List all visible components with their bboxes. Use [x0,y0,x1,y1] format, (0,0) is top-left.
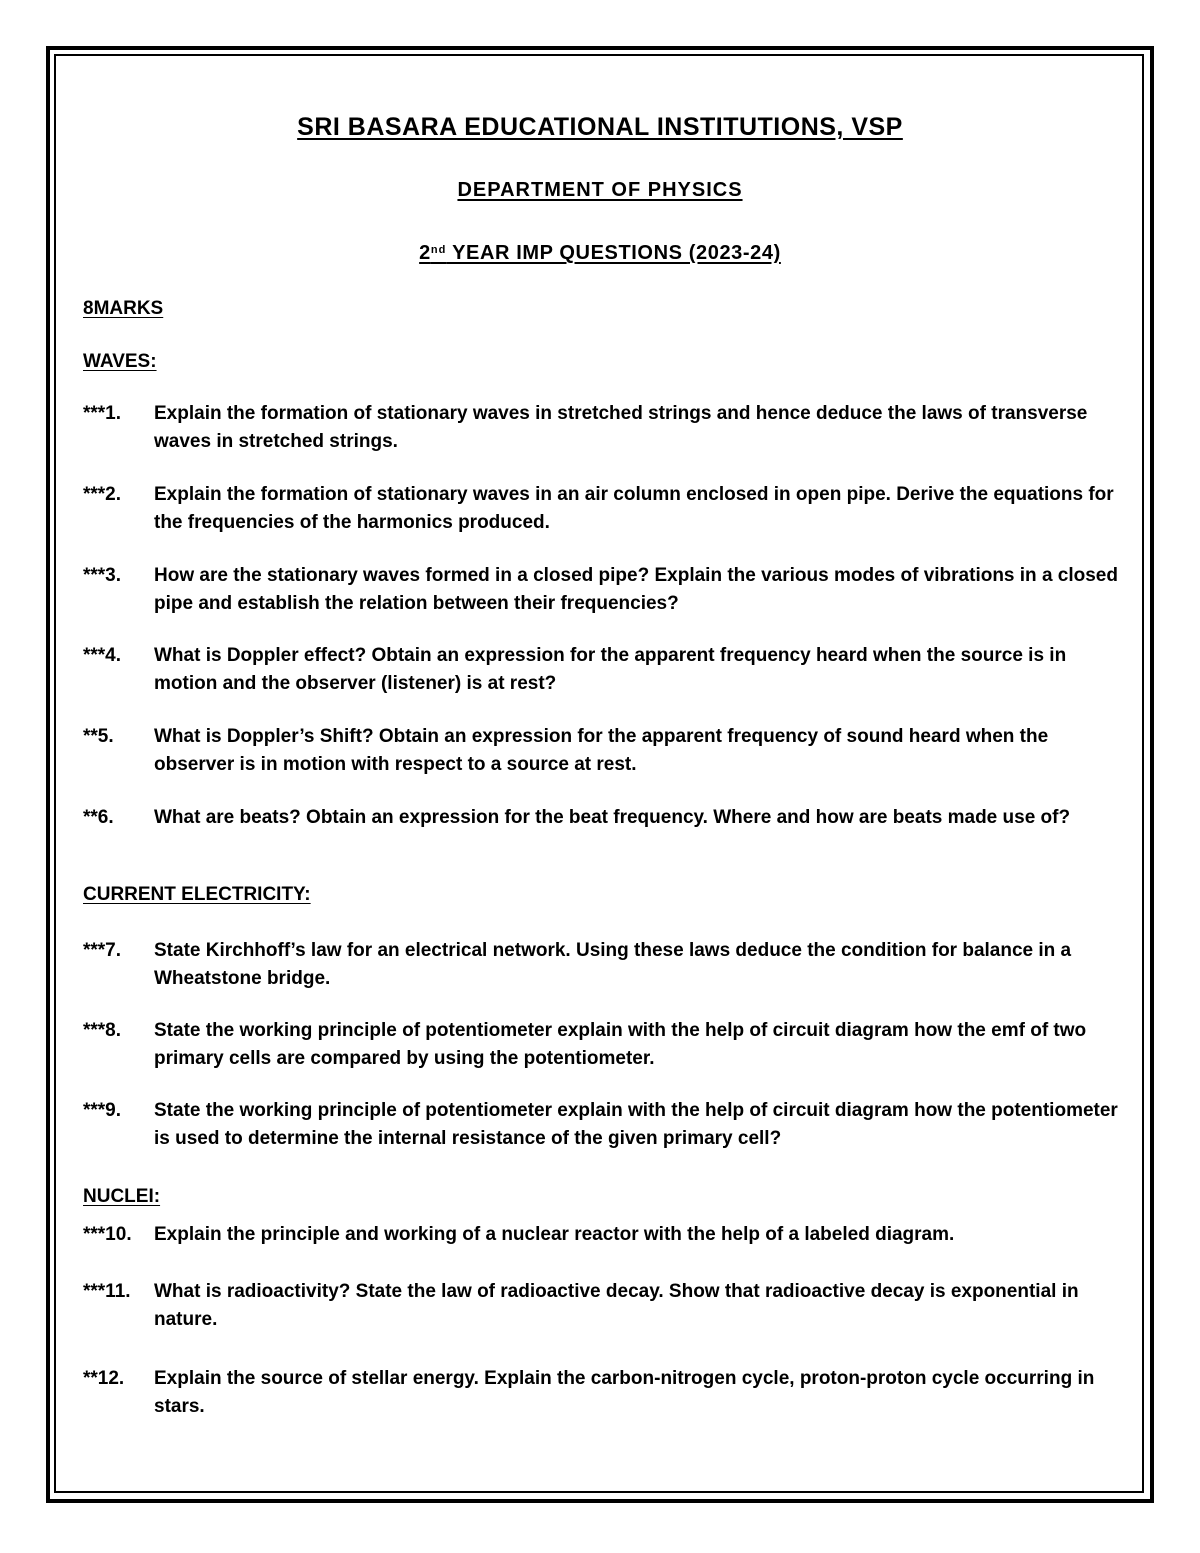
question-text: What are beats? Obtain an expression for the beat frequency. Where and how are beats made use of? [154,807,1071,828]
question-item [83,1017,1123,1073]
question-number: **12. [83,1368,125,1389]
question-item [83,804,1123,832]
question-item [83,1278,1123,1334]
section-title-waves: WAVES: [83,351,157,372]
question-number: **5. [83,726,114,747]
section-title-current-electricity: CURRENT ELECTRICITY: [83,884,311,905]
question-number: ***7. [83,940,122,961]
exam-title [0,242,1200,265]
question-item [83,937,1123,993]
question-text: Explain the formation of stationary waves in an air column enclosed in open pipe. Derive the equations for the frequencies of the harmonics produced. [154,484,1114,533]
question-item [83,1365,1123,1421]
department-title: DEPARTMENT OF PHYSICS [457,179,743,201]
question-number: ***4. [83,645,122,666]
year-ordinal: 2 [419,242,431,264]
question-number: ***8. [83,1020,122,1041]
question-number: ***9. [83,1100,122,1121]
question-item [83,1221,1123,1249]
question-number: ***11. [83,1281,131,1302]
question-text: Explain the source of stellar energy. Explain the carbon-nitrogen cycle, proton-proton cycle occurring in stars. [154,1368,1095,1417]
question-text: State the working principle of potentiometer explain with the help of circuit diagram how the potentiometer is used to determine the internal resistance of the given primary cell? [154,1100,1118,1149]
institution-title: SRI BASARA EDUCATIONAL INSTITUTIONS, VSP [297,113,903,141]
question-text: What is radioactivity? State the law of radioactive decay. Show that radioactive decay is exponential in nature. [154,1281,1079,1330]
year-rest: YEAR IMP QUESTIONS (2023-24) [446,242,781,264]
marks-label: 8MARKS [83,298,164,319]
question-item [83,481,1123,537]
question-text: State the working principle of potentiometer explain with the help of circuit diagram how the emf of two primary cells are compared by using the potentiometer. [154,1020,1087,1069]
question-item [83,1097,1123,1153]
question-item [83,642,1123,698]
question-number: ***2. [83,484,122,505]
question-number: ***3. [83,565,122,586]
year-suffix: nd [430,244,447,256]
question-item [83,723,1123,779]
question-text: How are the stationary waves formed in a closed pipe? Explain the various modes of vibrations in a closed pipe and establish the relation between their frequencies? [154,565,1118,614]
question-item [83,400,1123,456]
question-number: ***1. [83,403,122,424]
question-number: **6. [83,807,114,828]
question-text: Explain the principle and working of a nuclear reactor with the help of a labeled diagram. [154,1224,955,1245]
question-number: ***10. [83,1224,132,1245]
question-text: What is Doppler effect? Obtain an expression for the apparent frequency heard when the source is in motion and the observer (listener) is at rest? [154,645,1067,694]
section-title-nuclei: NUCLEI: [83,1186,161,1207]
question-text: Explain the formation of stationary waves in stretched strings and hence deduce the laws of transverse waves in stretched strings. [154,403,1088,452]
question-text: State Kirchhoff’s law for an electrical network. Using these laws deduce the condition for balance in a Wheatstone bridge. [154,940,1072,989]
question-item [83,562,1123,618]
question-text: What is Doppler’s Shift? Obtain an expression for the apparent frequency of sound heard when the observer is in motion with respect to a source at rest. [154,726,1049,775]
